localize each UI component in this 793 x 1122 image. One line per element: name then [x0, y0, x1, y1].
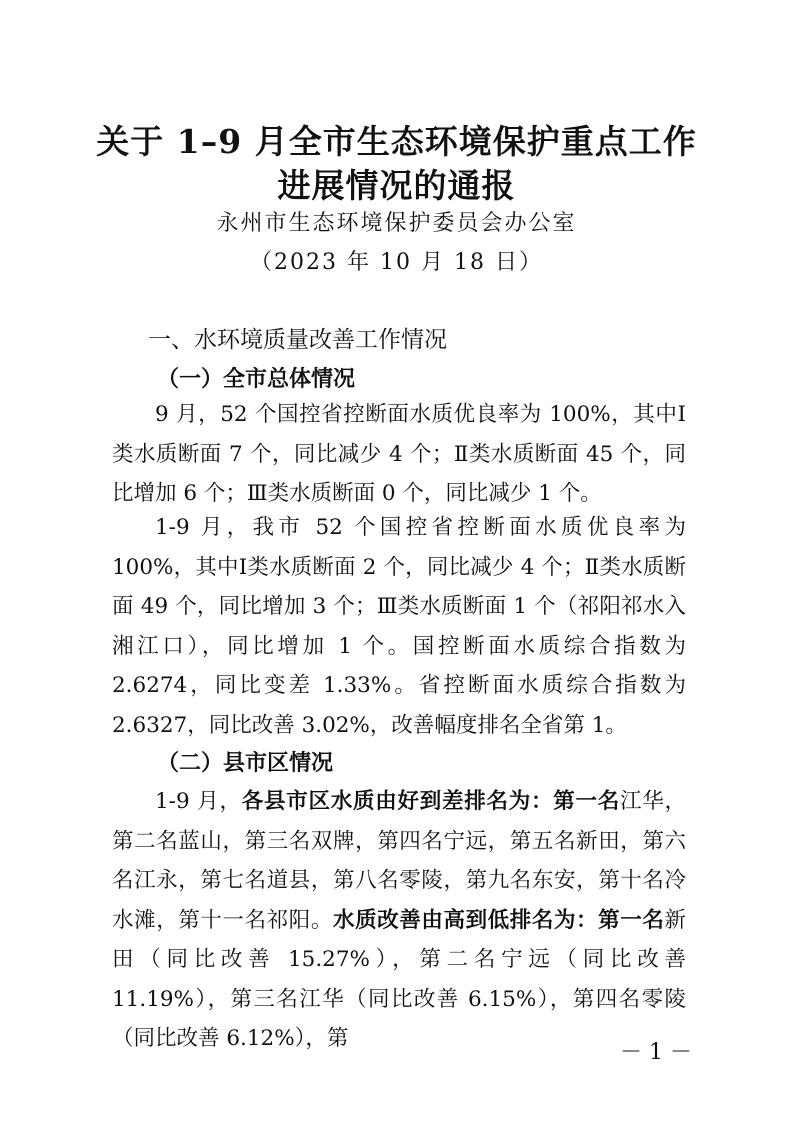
bold-run: 第一名	[598, 907, 665, 933]
text-run: 1-9 月，	[155, 789, 242, 814]
paragraph-county-ranking	[112, 782, 686, 1059]
text-run: 新田（同比改善 15.27%），第二名宁远（同比改善 11.19%），第三名江华（同比改善 6.15%），第四名零陵（同比改善 6.12%），第	[112, 907, 686, 1051]
paragraph-jan-sep: 1-9 月，我市 52 个国控省控断面水质优良率为 100%，其中Ⅰ类水质断面 2 个，同比减少 4 个；Ⅱ类水质断面 49 个，同比增加 3 个；Ⅲ类水质断面 1 个（祁阳祁水入湘江口），同比增加 1 个。国控断面水质综合指数为 2.6274，同比变差 1.33%。省控断面水质综合指数为 2.6327，同比改善 3.02%，改善幅度排名全省第 1。	[112, 515, 686, 738]
section-heading-1: 一、水环境质量改善工作情况	[148, 327, 447, 353]
bold-run: 水质改善由高到低排名为：	[332, 907, 599, 933]
bold-run: 各县市区水质由好到差排名为：	[241, 789, 554, 814]
text-run: 江华，第二名蓝山，第三名双牌，第四名宁远，第五名新田，第六名江永，第七名道县，第八名零陵，第九名东安，第十名冷水滩，第十一名祁阳。	[112, 789, 686, 933]
issue-date: （2023 年 10 月 18 日）	[250, 250, 543, 275]
document-title-line1: 关于 1–9 月全市生态环境保护重点工作	[96, 122, 697, 161]
bold-run: 第一名	[553, 789, 620, 814]
issuer: 永州市生态环境保护委员会办公室	[216, 211, 577, 236]
document-title-line2: 进展情况的通报	[277, 166, 516, 205]
paragraph-september: 9 月，52 个国控省控断面水质优良率为 100%，其中Ⅰ类水质断面 7 个，同比减少 4 个；Ⅱ类水质断面 45 个，同比增加 6 个；Ⅲ类水质断面 0 个，同比减少 1 个。	[112, 402, 686, 506]
page-number: － 1 －	[620, 1040, 692, 1065]
subsection-heading-overall: （一）全市总体情况	[157, 366, 356, 392]
subsection-heading-counties: （二）县市区情况	[157, 750, 334, 776]
